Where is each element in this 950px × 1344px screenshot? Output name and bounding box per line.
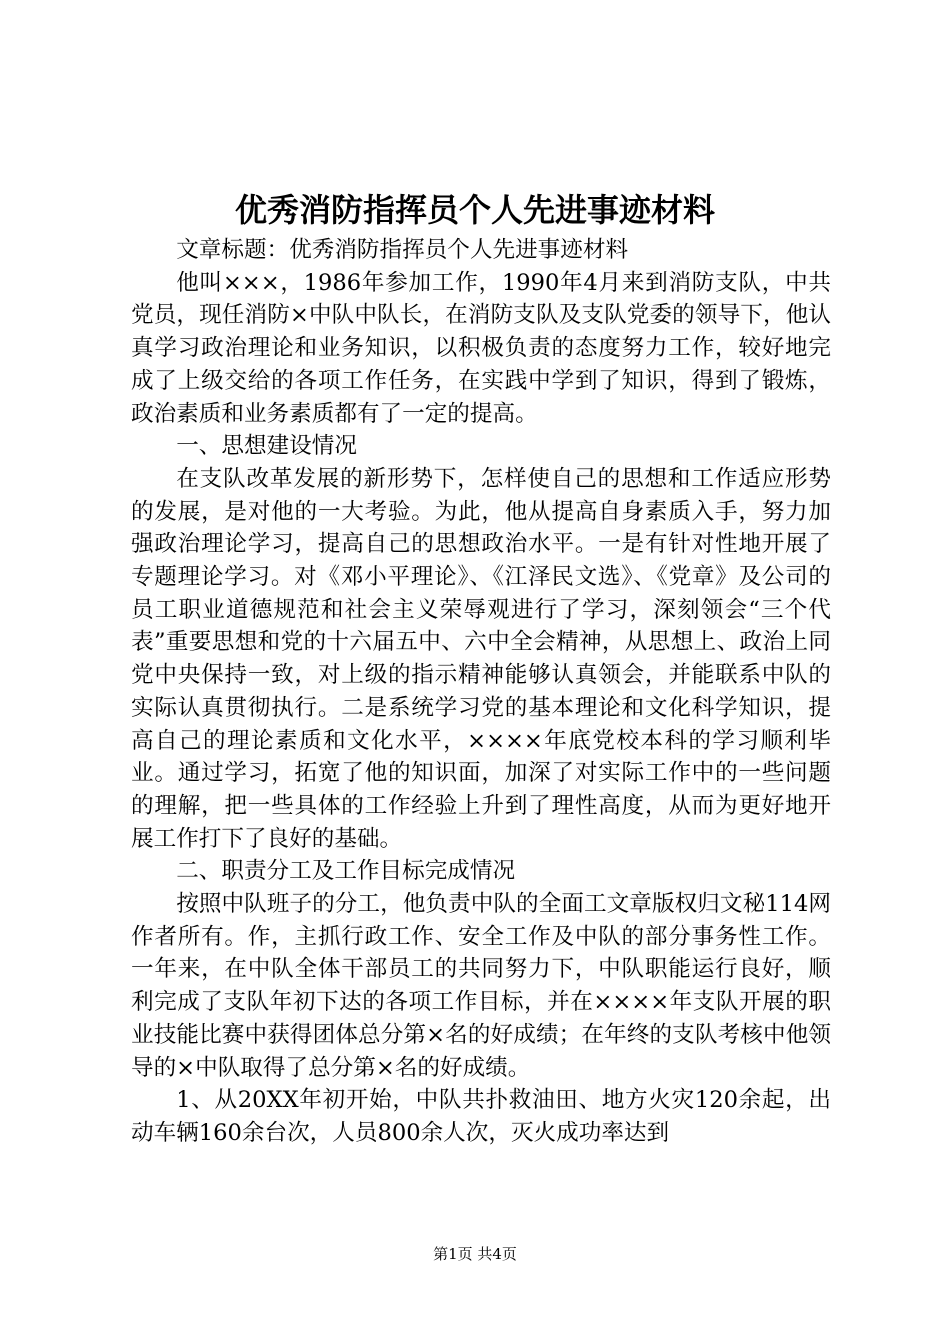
document-title: 优秀消防指挥员个人先进事迹材料: [234, 191, 715, 229]
paragraph-item-1: 1、从20XX年初开始，中队共扑救油田、地方火灾120余起，出动车辆160余台次，人员800余人次，灭火成功率达到: [131, 1087, 831, 1146]
section-heading-ideology: 一、思想建设情况: [176, 433, 357, 460]
section-heading-duties: 二、职责分工及工作目标完成情况: [176, 858, 516, 885]
paragraph-duties: 按照中队班子的分工，他负责中队的全面工文章版权归文秘114网作者所有。作，主抓行政工作、安全工作及中队的部分事务性工作。一年来，在中队全体干部员工的共同努力下，中队职能运行良好，顺利完成了支队年初下达的各项工作目标，并在××××年支队开展的职业技能比赛中获得团体总分第×名的好成绩；在年终的支队考核中他领导的×中队取得了总分第×名的好成绩。: [131, 891, 831, 1081]
page-footer: 第1页 共4页: [433, 1245, 517, 1263]
article-title-line: 文章标题：优秀消防指挥员个人先进事迹材料: [176, 237, 629, 263]
document-body: [131, 234, 831, 1150]
paragraph-ideology: 在支队改革发展的新形势下，怎样使自己的思想和工作适应形势的发展，是对他的一大考验。为此，他从提高自身素质入手，努力加强政治理论学习，提高自己的思想政治水平。一是有针对性地开展了专题理论学习。对《邓小平理论》、《江泽民文选》、《党章》及公司的员工职业道德规范和社会主义荣辱观进行了学习，深刻领会“三个代表”重要思想和党的十六届五中、六中全会精神，从思想上、政治上同党中央保持一致，对上级的指示精神能够认真领会，并能联系中队的实际认真贯彻执行。二是系统学习党的基本理论和文化科学知识，提高自己的理论素质和文化水平，××××年底党校本科的学习顺利毕业。通过学习，拓宽了他的知识面，加深了对实际工作中的一些问题的理解，把一些具体的工作经验上升到了理性高度，从而为更好地开展工作打下了良好的基础。: [131, 465, 831, 852]
paragraph-intro: 他叫×××，1986年参加工作，1990年4月来到消防支队，中共党员，现任消防×中队中队长，在消防支队及支队党委的领导下，他认真学习政治理论和业务知识，以积极负责的态度努力工作，较好地完成了上级交给的各项工作任务，在实践中学到了知识，得到了锻炼，政治素质和业务素质都有了一定的提高。: [131, 269, 831, 427]
